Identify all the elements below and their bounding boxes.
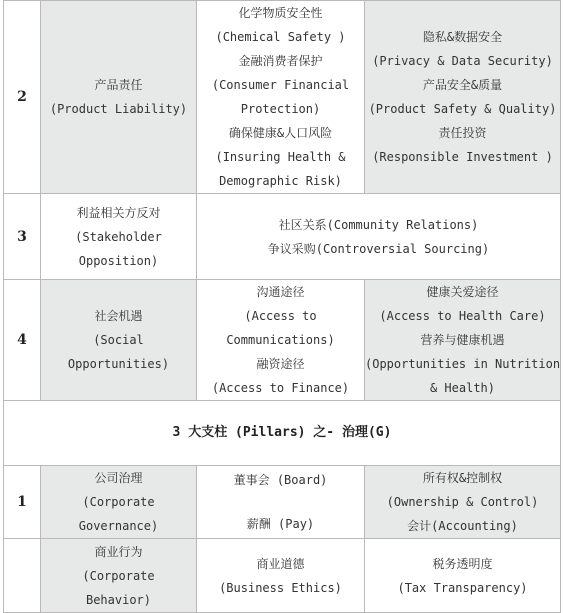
issue-text: (Responsible Investment ) bbox=[372, 150, 553, 164]
issue-text: (Ownership & Control) bbox=[386, 495, 539, 509]
issue-text: 营养与健康机遇 bbox=[420, 333, 505, 347]
pillar-heading: 3 大支柱 (Pillars) 之- 治理(G) bbox=[4, 401, 561, 466]
table-row bbox=[4, 539, 561, 613]
category-text: (Corporate bbox=[82, 568, 155, 583]
row-number: 1 bbox=[4, 466, 41, 539]
issue-text: 产品安全&质量 bbox=[422, 78, 503, 92]
table-row bbox=[4, 401, 561, 466]
category-text: Behavior) bbox=[85, 592, 152, 607]
issue-text: 化学物质安全性 bbox=[238, 6, 323, 20]
issue-text: (Business Ethics) bbox=[219, 580, 342, 595]
issue-text: 沟通途径 bbox=[256, 285, 305, 299]
issue-text: (Insuring Health & bbox=[215, 150, 346, 164]
category-text: (Product Liability) bbox=[49, 102, 188, 116]
issue-text: 薪酬 (Pay) bbox=[246, 517, 315, 531]
category-text: 社会机遇 bbox=[94, 309, 143, 323]
issue-text: & Health) bbox=[429, 381, 496, 395]
issue-text: 健康关爱途径 bbox=[426, 285, 499, 299]
issue-text: Communications) bbox=[226, 333, 335, 347]
issue-text: (Access to Finance) bbox=[211, 381, 350, 395]
category-text: 产品责任 bbox=[94, 78, 143, 92]
issue-cell bbox=[197, 466, 365, 539]
issue-text: 董事会 (Board) bbox=[233, 473, 328, 487]
category-cell bbox=[41, 466, 197, 539]
issue-text: Demographic Risk) bbox=[219, 174, 342, 188]
issue-text: (Privacy & Data Security) bbox=[372, 54, 553, 68]
issue-cell bbox=[197, 539, 365, 613]
issue-cell bbox=[365, 280, 561, 401]
table-row bbox=[4, 1, 561, 194]
issue-text: 社区关系(Community Relations) bbox=[278, 217, 479, 232]
issue-text: 税务透明度 bbox=[432, 556, 493, 571]
category-cell bbox=[41, 194, 197, 280]
issue-text: 所有权&控制权 bbox=[422, 471, 503, 485]
category-text: Opportunities) bbox=[67, 357, 170, 371]
issue-text: (Access to Health Care) bbox=[379, 309, 546, 323]
category-text: Governance) bbox=[78, 519, 159, 533]
issue-text: (Consumer Financial bbox=[211, 78, 350, 92]
row-number: 3 bbox=[4, 194, 41, 280]
category-text: 公司治理 bbox=[94, 471, 143, 485]
issue-cell bbox=[365, 466, 561, 539]
table-row bbox=[4, 280, 561, 401]
category-cell bbox=[41, 280, 197, 401]
esg-issues-table bbox=[3, 0, 561, 613]
issue-text: 责任投资 bbox=[438, 126, 487, 140]
issue-text: 融资途径 bbox=[256, 357, 305, 371]
category-text: (Social bbox=[93, 333, 144, 347]
issue-text: (Product Safety & Quality) bbox=[368, 102, 557, 116]
row-number bbox=[4, 539, 41, 613]
issue-text: (Tax Transparency) bbox=[397, 580, 528, 595]
category-cell bbox=[41, 1, 197, 194]
category-text: 利益相关方反对 bbox=[76, 205, 161, 220]
issue-cell bbox=[197, 280, 365, 401]
category-text: 商业行为 bbox=[94, 544, 143, 559]
category-text: (Corporate bbox=[82, 495, 155, 509]
issue-cell bbox=[197, 194, 561, 280]
row-number: 2 bbox=[4, 1, 41, 194]
issue-text: 隐私&数据安全 bbox=[422, 30, 503, 44]
issue-text: Protection) bbox=[240, 102, 321, 116]
category-cell bbox=[41, 539, 197, 613]
table-row bbox=[4, 466, 561, 539]
issue-cell bbox=[365, 1, 561, 194]
category-text: (Stakeholder bbox=[75, 229, 162, 244]
issue-text: 商业道德 bbox=[256, 556, 305, 571]
issue-cell bbox=[365, 539, 561, 613]
issue-text: (Chemical Safety ) bbox=[215, 30, 346, 44]
issue-text: 会计(Accounting) bbox=[407, 519, 518, 533]
issue-text: (Opportunities in Nutrition bbox=[365, 357, 561, 371]
issue-text: 金融消费者保护 bbox=[238, 54, 323, 68]
table-row bbox=[4, 194, 561, 280]
category-text: Opposition) bbox=[78, 253, 159, 268]
issue-text: 确保健康&人口风险 bbox=[228, 126, 333, 140]
issue-cell bbox=[197, 1, 365, 194]
row-number: 4 bbox=[4, 280, 41, 401]
issue-text: 争议采购(Controversial Sourcing) bbox=[267, 241, 490, 256]
issue-text: (Access to bbox=[244, 309, 317, 323]
